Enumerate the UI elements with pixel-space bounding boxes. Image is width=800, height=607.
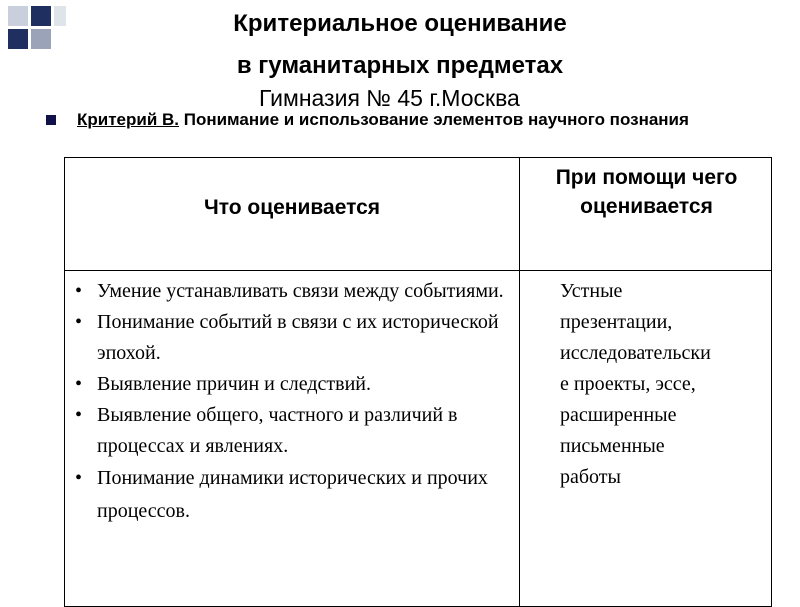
criterion-text (77, 107, 717, 132)
row-divider (65, 270, 771, 271)
criterion-description: Понимание и использование элементов научного познания (179, 110, 689, 129)
list-item-text: Выявление общего, частного и различий в процессах и явлениях. (97, 404, 458, 457)
header-how-assessed: При помощи чего оценивается (555, 166, 738, 218)
bullet-icon: • (75, 404, 83, 426)
list-item (65, 400, 519, 462)
slide-title-line2: в гуманитарных предметах (236, 52, 564, 79)
list-item (65, 462, 519, 528)
slide-subtitle: Гимназия № 45 г.Москва (259, 85, 520, 111)
square-bullet-icon (46, 115, 56, 125)
bullet-icon: • (75, 467, 83, 489)
list-item-text: Понимание событий в связи с их исторической эпохой. (97, 311, 499, 364)
header-what-assessed: Что оценивается (203, 196, 381, 219)
list-item (65, 307, 519, 369)
bullet-icon: • (75, 373, 83, 395)
column-divider (519, 158, 520, 606)
slide-title-line1: Критериальное оценивание (233, 10, 567, 37)
assessment-methods-text: Устные презентации, исследовательски е проекты, эссе, расширенные письменные работы (560, 280, 711, 488)
list-item (65, 369, 519, 400)
list-item-text: Понимание динамики исторических и прочих процессов. (97, 467, 488, 522)
criterion-label: Критерий В. (77, 110, 179, 129)
list-item-text: Умение устанавливать связи между событиями. (97, 280, 504, 302)
bullet-icon: • (75, 311, 83, 333)
bullet-icon: • (75, 280, 83, 302)
criteria-table (64, 157, 772, 607)
list-item-text: Выявление причин и следствий. (97, 373, 371, 395)
assessed-skills-list (65, 276, 519, 528)
list-item (65, 276, 519, 307)
